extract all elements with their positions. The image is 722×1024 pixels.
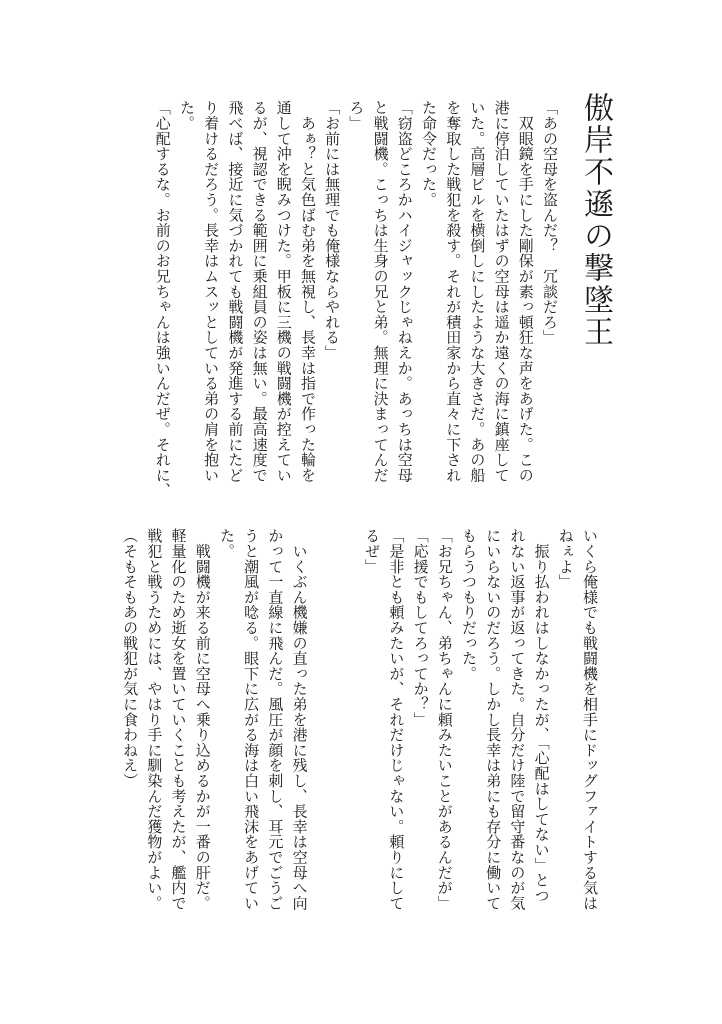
text-line: た。 <box>177 100 196 131</box>
text-line: れない返事が返ってきた。自分だけ陸で留守番なのが気 <box>508 528 527 911</box>
text-line: 「窃盗どころかハイジャックじゃねえか。あっちは空母 <box>395 100 414 483</box>
text-line: 戦闘機が来る前に空母へ乗り込めるかが一番の肝だ。 <box>193 528 212 911</box>
text-line: 「心配するな。お前のお兄ちゃんは強いんだぜ。それに、 <box>153 100 172 498</box>
page-title: 傲岸不遜の撃墜王 <box>578 92 613 348</box>
text-line: いくぶん機嫌の直った弟を港に残し、長幸は空母へ向 <box>290 528 309 911</box>
text-line: 飛べば、接近に気づかれても戦闘機が発進する前にたど <box>226 100 245 483</box>
text-line: 「是非とも頼みたいが、それだけじゃない。頼りにして <box>387 528 406 911</box>
text-line: り着けるだろう。長幸はムスッとしている弟の肩を抱い <box>202 100 221 483</box>
text-line: 港に停泊していたはずの空母は遥か遠くの海に鎮座して <box>492 100 511 483</box>
text-line: 「あの空母を盗んだ？ 冗談だろ」 <box>541 100 559 345</box>
text-line: いた。高層ビルを横倒しにしたような大きさだ。あの船 <box>468 100 487 483</box>
text-line: 「お前には無理でも俺様ならやれる」 <box>323 100 342 361</box>
text-line: （そもそもあの戦犯が気に食わねえ） <box>121 528 140 789</box>
lower-text-block <box>82 528 602 928</box>
text-line: 双眼鏡を手にした剛保が素っ頓狂な声をあげた。この <box>516 100 535 483</box>
text-line: るぜ」 <box>363 528 382 574</box>
text-line: 軽量化のため逝女を置いていくことも考えたが、艦内で <box>169 528 188 911</box>
text-line: もらうつもりだった。 <box>459 528 478 681</box>
text-line: 振り払われはしなかったが、「心配はしてない」とつ <box>532 528 551 903</box>
text-line: るが、視認できる範囲に乗組員の姿は無い。最高速度で <box>250 100 269 483</box>
text-line: 通して沖を睨みつけた。甲板に三機の戦闘機が控えてい <box>274 100 293 483</box>
text-line: 「お兄ちゃん、弟ちゃんに頼みたいことがあるんだが」 <box>435 528 454 911</box>
text-line: た命令だった。 <box>419 100 438 208</box>
text-line: かって一直線に飛んだ。風圧が顔を刺し、耳元でごうご <box>266 528 285 911</box>
text-line: あぁ？と気色ばむ弟を無視し、長幸は指で作った輪を <box>298 100 317 483</box>
text-line: にいらないのだろう。しかし長幸は弟にも存分に働いて <box>484 528 503 911</box>
text-line <box>312 528 336 928</box>
text-line: と戦闘機。こっちは生身の兄と弟。無理に決まってんだ <box>371 100 390 483</box>
text-line: 「応援でもしてろってか？」 <box>411 528 430 727</box>
text-line <box>336 528 360 928</box>
text-line: ろ」 <box>347 100 366 131</box>
text-line: を奪取した戦犯を殺す。それが積田家から直々に下され <box>444 100 463 483</box>
text-line: 戦犯と戦うためには、やはり手に馴染んだ獲物がよい。 <box>145 528 164 911</box>
upper-text-block <box>42 100 562 506</box>
text-line: いくら俺様でも戦闘機を相手にドッグファイトする気は <box>581 528 599 911</box>
text-line: ねぇよ」 <box>556 528 575 590</box>
text-line: うと潮風が唸る。眼下に広がる海は白い飛沫をあげてい <box>242 528 261 911</box>
text-line: た。 <box>217 528 236 559</box>
